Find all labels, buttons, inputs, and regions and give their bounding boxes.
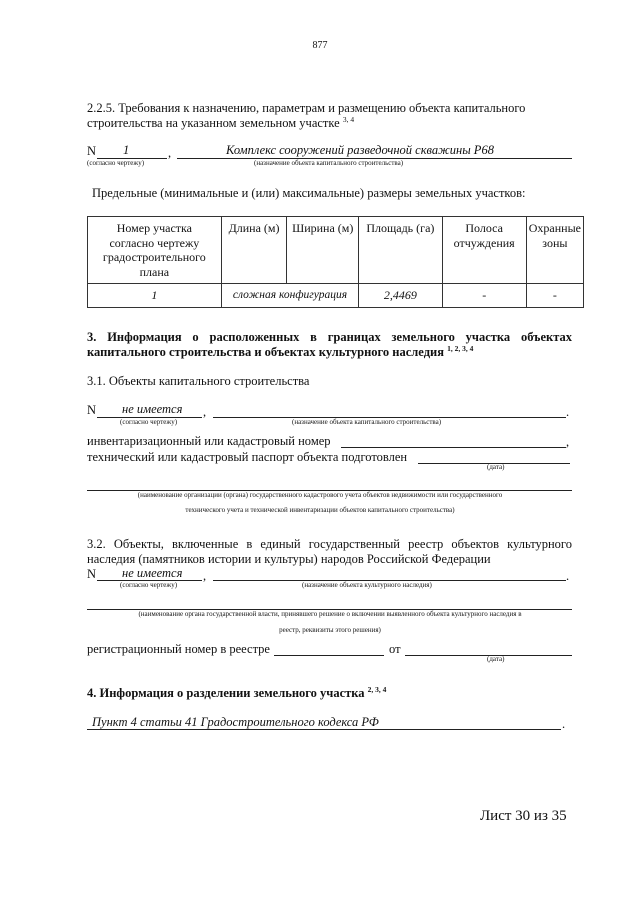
caption-object-purpose: (назначение объекта капитального строительства) (254, 159, 404, 167)
caption-per-drawing: (согласно чертежу) (120, 581, 178, 589)
caption-heritage-purpose: (назначение объекта культурного наследия) (302, 581, 432, 589)
header-alienation-strip: Полоса отчуждения (442, 217, 526, 284)
comma: , (566, 435, 570, 449)
registration-underline (274, 655, 384, 656)
table-header-row (88, 217, 584, 284)
cell-zones: - (526, 284, 583, 308)
cell-configuration: сложная конфигурация (221, 284, 358, 308)
header-area: Площадь (га) (359, 217, 442, 284)
dot: . (566, 405, 570, 419)
section-2-2-5-line2: строительства на указанном земельном участке $^{3, 4}$ (87, 114, 355, 130)
caption-per-drawing: (согласно чертежу) (87, 159, 145, 167)
from-label: от (389, 642, 401, 656)
n-value: 1 (123, 143, 130, 157)
n-label: N (87, 144, 97, 158)
footnote-ref: 1, 2, 3, 4 (447, 343, 474, 353)
dot: . (566, 569, 570, 583)
cell-plot-number: 1 (88, 284, 222, 308)
section-3-line2: капитального строительства и объектах культурного наследия $^{1, 2, 3, 4}$ (87, 343, 474, 359)
cell-area: 2,4469 (359, 284, 442, 308)
division-value: Пункт 4 статьи 41 Градостроительного кодекса РФ (92, 715, 379, 729)
section-3-1-title: 3.1. Объекты капитального строительства (87, 374, 310, 388)
section-4-title: 4. Информация о разделении земельного участка $^{2, 3, 4}$ (87, 684, 387, 700)
comma: , (203, 569, 207, 583)
n-value: не имеется (122, 402, 183, 416)
dot: . (562, 717, 566, 731)
land-size-table (87, 216, 584, 308)
org-caption-line1: (наименование организации (органа) государственного кадастрового учета объектов недвижимости или государственного (137, 491, 503, 499)
header-protection-zones: Охранные зоны (526, 217, 583, 284)
section-3-2-line1: 3.2. Объекты, включенные в единый государственный реестр объектов культурного (87, 537, 572, 551)
object-name-value: Комплекс сооружений разведочной скважины Р68 (226, 143, 494, 157)
authority-caption-line1: (наименование органа государственной власти, принявшего решение о включении выявленного объекта культурного наследия в (138, 610, 522, 618)
n-label: N (87, 403, 97, 417)
limits-heading: Предельные (минимальные и (или) максимальные) размеры земельных участков: (92, 186, 526, 200)
page-number: 877 (312, 40, 328, 51)
passport-label: технический или кадастровый паспорт объекта подготовлен (87, 450, 408, 464)
section-3-line1: 3. Информация о расположенных в границах земельного участка объектах (87, 330, 572, 344)
sheet-counter: Лист 30 из 35 (480, 808, 567, 824)
section-3-2-line2: наследия (памятников истории и культуры) народов Российской Федерации (87, 552, 491, 566)
n-value: не имеется (122, 566, 183, 580)
section-2-2-5-line1: 2.2.5. Требования к назначению, параметрам и размещению объекта капитального (87, 101, 526, 115)
footnote-ref: 2, 3, 4 (367, 684, 387, 694)
date-caption: (дата) (487, 463, 505, 471)
cell-alienation: - (442, 284, 526, 308)
footnote-ref: 3, 4 (342, 114, 355, 124)
inventory-label: инвентаризационный или кадастровый номер (87, 434, 331, 448)
date-caption: (дата) (487, 655, 505, 663)
caption-per-drawing: (согласно чертежу) (120, 418, 178, 426)
header-plot-number: Номер участка согласно чертежу градостроительного плана (88, 217, 222, 284)
authority-caption-line2: реестр, реквизиты этого решения) (279, 626, 381, 634)
comma: , (203, 405, 207, 419)
caption-object-purpose: (назначение объекта капитального строительства) (292, 418, 442, 426)
header-length: Длина (м) (221, 217, 287, 284)
table-row (88, 284, 584, 308)
inventory-underline (341, 447, 566, 448)
org-caption-line2: технического учета и технической инвентаризации объектов капитального строительства) (185, 506, 455, 514)
header-width: Ширина (м) (287, 217, 359, 284)
n-label: N (87, 567, 97, 581)
comma: , (168, 146, 172, 160)
registration-label: регистрационный номер в реестре (87, 642, 270, 656)
